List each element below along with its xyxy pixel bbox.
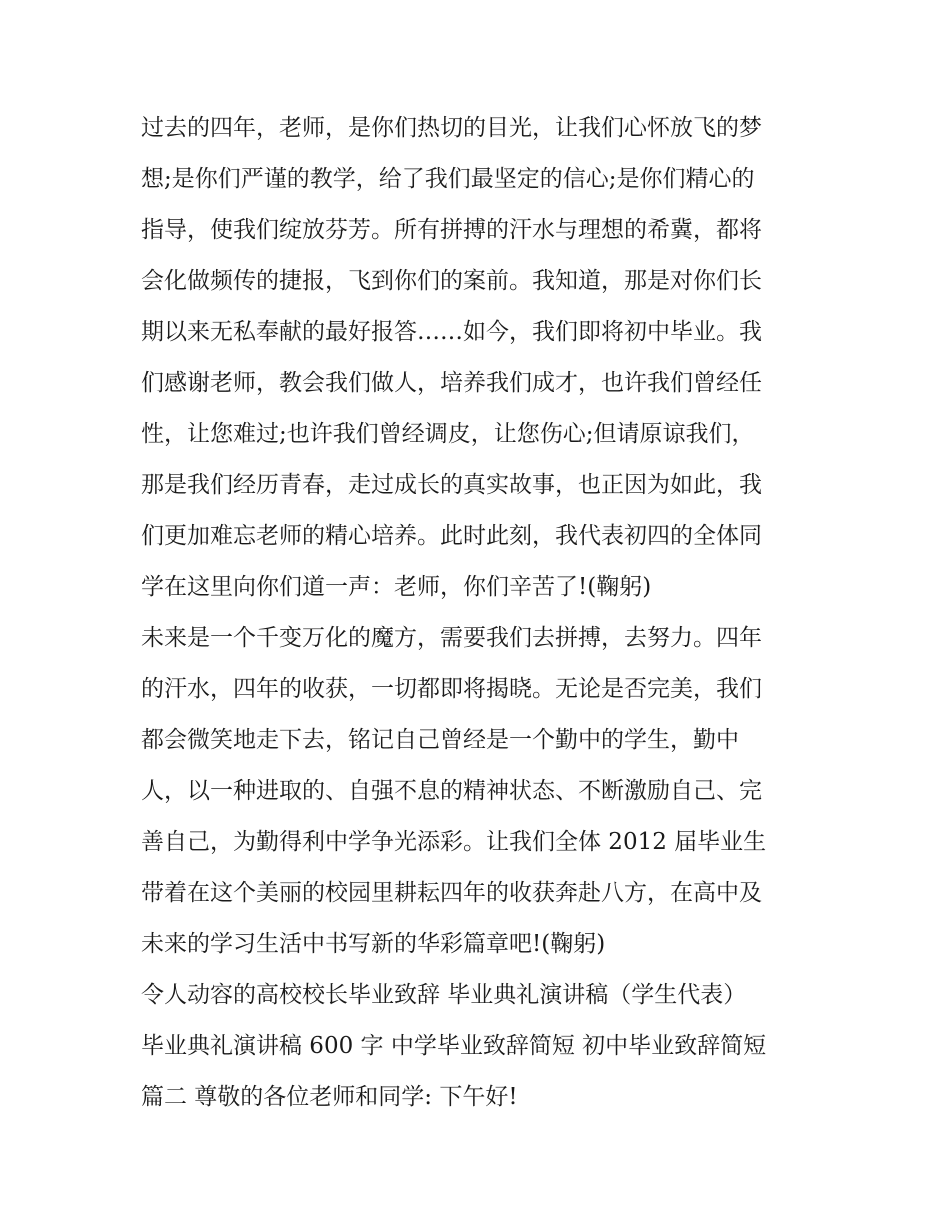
text-line: 善自己，为勤得利中学争光添彩。让我们全体 2012 届毕业生 (141, 829, 767, 855)
document-body (141, 103, 821, 1123)
section-heading-line: 篇二 尊敬的各位老师和同学: 下午好! (141, 1084, 518, 1110)
text-line: 指导，使我们绽放芬芳。所有拼搏的汗水与理想的希冀，都将 (141, 217, 762, 243)
text-line: 会化做频传的捷报，飞到你们的案前。我知道，那是对你们长 (141, 268, 762, 294)
text-line: 们更加难忘老师的精心培养。此时此刻，我代表初四的全体同 (141, 523, 762, 549)
text-line: 都会微笑地走下去，铭记自己曾经是一个勤中的学生，勤中 (141, 727, 739, 753)
related-link-line: 毕业典礼演讲稿 600 字 中学毕业致辞简短 初中毕业致辞简短 (141, 1033, 767, 1059)
text-line: 未来是一个千变万化的魔方，需要我们去拼搏，去努力。四年 (141, 625, 762, 651)
text-line: 的汗水，四年的收获，一切都即将揭晓。无论是否完美，我们 (141, 676, 762, 702)
text-line: 期以来无私奉献的最好报答……如今，我们即将初中毕业。我 (141, 319, 762, 345)
text-line: 们感谢老师，教会我们做人，培养我们成才，也许我们曾经任 (141, 370, 762, 396)
text-line: 带着在这个美丽的校园里耕耘四年的收获奔赴八方，在高中及 (141, 880, 762, 906)
text-line: 过去的四年，老师，是你们热切的目光，让我们心怀放飞的梦 (141, 115, 762, 141)
text-line: 未来的学习生活中书写新的华彩篇章吧!(鞠躬) (141, 931, 606, 957)
text-line: 想;是你们严谨的教学，给了我们最坚定的信心;是你们精心的 (141, 166, 755, 192)
text-line: 学在这里向你们道一声：老师，你们辛苦了!(鞠躬) (141, 574, 652, 600)
related-link-line: 令人动容的高校校长毕业致辞 毕业典礼演讲稿（学生代表） (141, 982, 747, 1008)
text-line: 那是我们经历青春，走过成长的真实故事，也正因为如此，我 (141, 472, 762, 498)
text-line: 性，让您难过;也许我们曾经调皮，让您伤心;但请原谅我们， (141, 421, 755, 447)
text-line: 人，以一种进取的、自强不息的精神状态、不断激励自己、完 (141, 778, 762, 804)
